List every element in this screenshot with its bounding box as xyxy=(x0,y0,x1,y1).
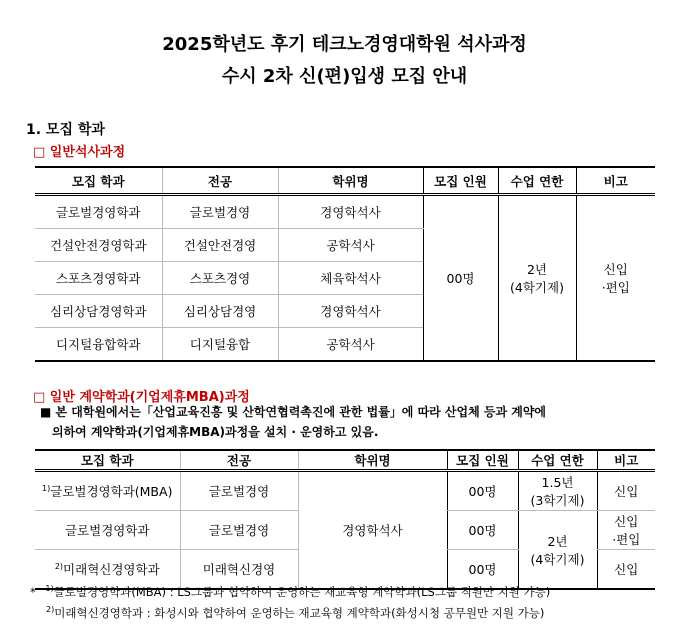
dept-cell xyxy=(35,471,180,511)
years-cell xyxy=(518,471,597,511)
major-cell: 스포츠경영 xyxy=(162,262,278,295)
dept-cell: 글로벌경영학과 xyxy=(35,195,162,229)
note-transfer: ·편입 xyxy=(612,532,641,547)
title-line-2: 수시 2차 신(편)입생 모집 안내 xyxy=(221,66,468,87)
footnote-asterisk: * xyxy=(30,585,36,599)
degree-cell: 경영학석사 xyxy=(278,195,423,229)
title-line-1: 2025학년도 후기 테크노경영대학원 석사과정 xyxy=(162,34,527,55)
footnote-marker: 1) xyxy=(42,483,51,493)
years-term: (4학기제) xyxy=(510,280,564,295)
degree-cell: 체육학석사 xyxy=(278,262,423,295)
degree-cell: 경영학석사 xyxy=(278,295,423,328)
col-header-quota: 모집 인원 xyxy=(423,167,498,195)
contract-note-line-1: ■ 본 대학원에서는「산업교육진흥 및 산학연협력촉진에 관한 법률」에 따라 산업체 등과 계약에 xyxy=(40,405,547,419)
note-new: 신입 xyxy=(603,262,628,277)
note-transfer: ·편입 xyxy=(601,280,630,295)
dept-cell: 건설안전경영학과 xyxy=(35,229,162,262)
dept-name: 미래혁신경영학과 xyxy=(63,562,160,577)
section-heading: 1. 모집 학과 xyxy=(26,122,105,138)
col-header-years: 수업 연한 xyxy=(498,167,576,195)
col-header-major: 전공 xyxy=(162,167,278,195)
col-header-dept: 모집 학과 xyxy=(35,167,162,195)
major-cell: 글로벌경영 xyxy=(162,195,278,229)
footnote-2 xyxy=(46,605,544,621)
general-subheading: □ 일반석사과정 xyxy=(33,145,126,160)
degree-cell: 공학석사 xyxy=(278,229,423,262)
major-cell: 미래혁신경영 xyxy=(180,550,298,590)
footnote-1-text: 글로벌경영학과(MBA) : LS그룹과 협약하여 운영하는 재교육형 계약학과(LS그룹 직원만 지원 가능) xyxy=(53,585,551,599)
years-cell xyxy=(498,195,576,362)
note-cell: 신입 xyxy=(597,550,655,590)
dept-cell: 디지털융합학과 xyxy=(35,328,162,362)
quota-cell: 00명 xyxy=(447,511,518,550)
col-header-years: 수업 연한 xyxy=(518,450,597,471)
dept-cell: 스포츠경영학과 xyxy=(35,262,162,295)
quota-cell: 00명 xyxy=(423,195,498,362)
quota-cell: 00명 xyxy=(447,471,518,511)
footnote-1 xyxy=(30,584,550,600)
general-program-table xyxy=(35,166,655,362)
col-header-degree: 학위명 xyxy=(298,450,447,471)
major-cell: 심리상담경영 xyxy=(162,295,278,328)
footnote-marker: 2) xyxy=(54,561,64,571)
table-header-row xyxy=(35,450,655,471)
table-row xyxy=(35,471,655,511)
contract-note-line-2: 의하여 계약학과(기업제휴MBA)과정을 설치 · 운영하고 있음. xyxy=(52,425,379,439)
major-cell: 건설안전경영 xyxy=(162,229,278,262)
contract-program-table xyxy=(35,449,655,590)
major-cell: 글로벌경영 xyxy=(180,471,298,511)
years-term: (3학기제) xyxy=(530,493,585,508)
degree-cell: 경영학석사 xyxy=(298,471,447,590)
dept-name: 글로벌경영학과(MBA) xyxy=(50,484,173,499)
note-new: 신입 xyxy=(614,514,639,529)
footnote-2-marker: 2) xyxy=(46,605,55,615)
quota-cell: 00명 xyxy=(447,550,518,590)
note-cell xyxy=(597,511,655,550)
col-header-note: 비고 xyxy=(597,450,655,471)
major-cell: 디지털융합 xyxy=(162,328,278,362)
degree-cell: 공학석사 xyxy=(278,328,423,362)
col-header-degree: 학위명 xyxy=(278,167,423,195)
footnote-2-text: 미래혁신경영학과 : 화성시와 협약하여 운영하는 재교육형 계약학과(화성시청 공무원만 지원 가능) xyxy=(54,606,545,620)
years-value: 2년 xyxy=(547,533,568,549)
footnote-1-marker: 1) xyxy=(45,584,54,594)
col-header-note: 비고 xyxy=(576,167,655,195)
contract-subheading: □ 일반 계약학과(기업제휴MBA)과정 xyxy=(33,390,250,405)
major-cell: 글로벌경영 xyxy=(180,511,298,550)
note-cell xyxy=(576,195,655,362)
dept-cell: 심리상담경영학과 xyxy=(35,295,162,328)
col-header-quota: 모집 인원 xyxy=(447,450,518,471)
years-cell xyxy=(518,511,597,590)
dept-cell: 글로벌경영학과 xyxy=(35,511,180,550)
table-header-row xyxy=(35,167,655,195)
years-value: 1.5년 xyxy=(541,475,574,490)
table-row xyxy=(35,195,655,229)
note-cell: 신입 xyxy=(597,471,655,511)
col-header-major: 전공 xyxy=(180,450,298,471)
years-value: 2년 xyxy=(526,262,548,277)
col-header-dept: 모집 학과 xyxy=(35,450,180,471)
years-term: (4학기제) xyxy=(530,551,585,567)
